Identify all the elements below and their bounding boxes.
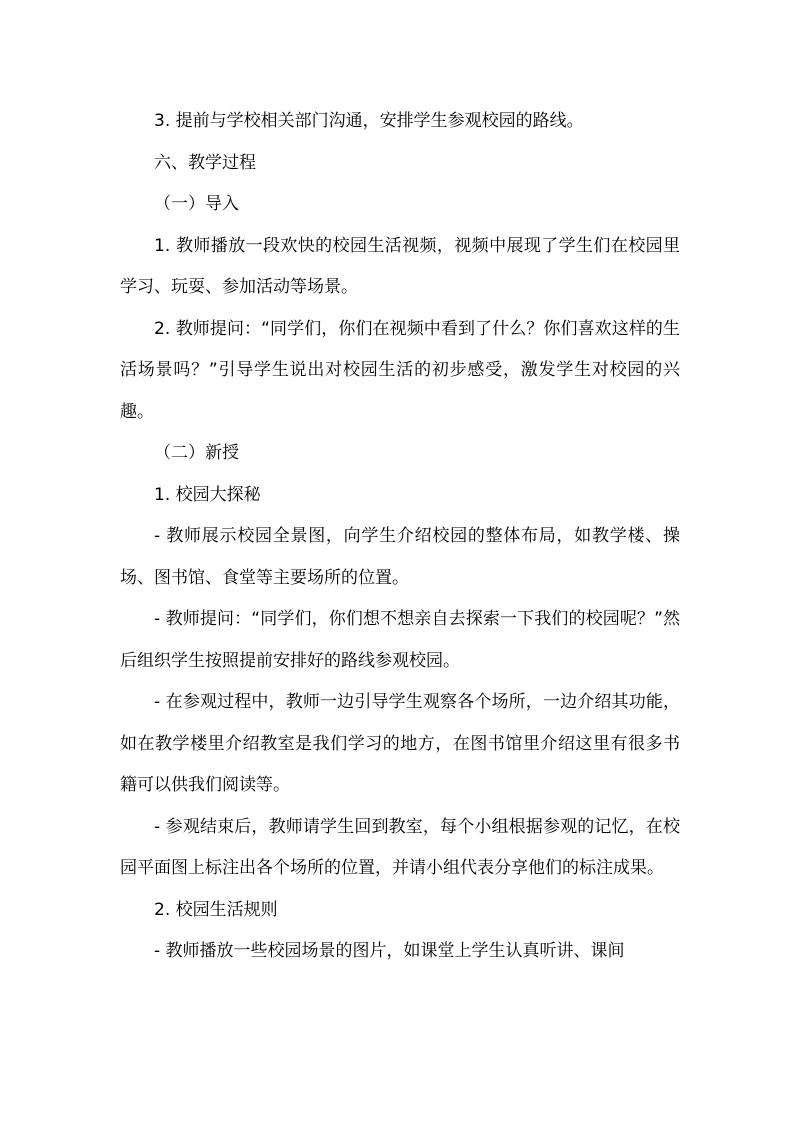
paragraph-prep-item-3: 3. 提前与学校相关部门沟通，安排学生参观校园的路线。 bbox=[154, 111, 584, 131]
paragraph-lesson-bullet-1: - 教师展示校园全景图，向学生介绍校园的整体布局，如教学楼、操场、图书馆、食堂等主要场所的位置。 bbox=[120, 526, 680, 588]
section-heading-teaching-process: 六、教学过程 bbox=[154, 152, 256, 173]
paragraph-lesson-item-2-title: 2. 校园生活规则 bbox=[154, 899, 278, 920]
document-body bbox=[120, 101, 680, 973]
paragraph-lesson-item-1-title: 1. 校园大探秘 bbox=[154, 484, 261, 505]
subsection-heading-new-lesson: （二）新授 bbox=[154, 443, 239, 463]
paragraph-rules-bullet-1: - 教师播放一些校园场景的图片，如课堂上学生认真听讲、课间 bbox=[154, 941, 625, 961]
subsection-heading-introduction: （一）导入 bbox=[154, 194, 239, 214]
paragraph-intro-item-2: 2. 教师提问：“同学们，你们在视频中看到了什么？你们喜欢这样的生活场景吗？”引导学生说出对校园生活的初步感受，激发学生对校园的兴趣。 bbox=[120, 318, 680, 422]
paragraph-lesson-bullet-2: - 教师提问：“同学们，你们想不想亲自去探索一下我们的校园呢？”然后组织学生按照提前安排好的路线参观校园。 bbox=[120, 609, 680, 671]
paragraph-lesson-bullet-4: - 参观结束后，教师请学生回到教室，每个小组根据参观的记忆，在校园平面图上标注出各个场所的位置，并请小组代表分享他们的标注成果。 bbox=[120, 816, 680, 878]
paragraph-intro-item-1: 1. 教师播放一段欢快的校园生活视频，视频中展现了学生们在校园里学习、玩耍、参加活动等场景。 bbox=[120, 235, 680, 297]
paragraph-lesson-bullet-3: - 在参观过程中，教师一边引导学生观察各个场所，一边介绍其功能，如在教学楼里介绍教室是我们学习的地方，在图书馆里介绍这里有很多书籍可以供我们阅读等。 bbox=[120, 692, 680, 795]
